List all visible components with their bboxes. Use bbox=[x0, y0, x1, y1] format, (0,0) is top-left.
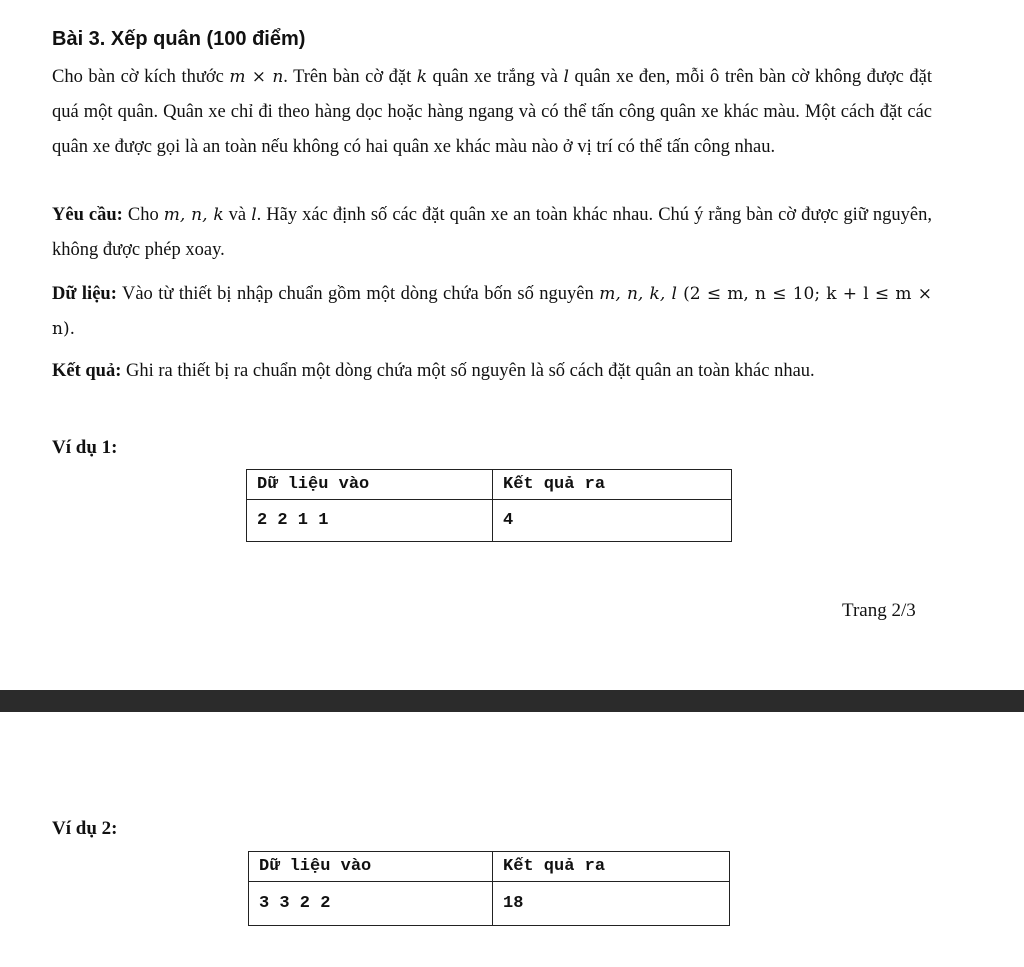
input-label: Dữ liệu: bbox=[52, 284, 117, 304]
example-1-table bbox=[246, 469, 732, 542]
table-row bbox=[249, 882, 730, 926]
example-input-cell: 2 2 1 1 bbox=[247, 500, 493, 542]
requirement-label: Yêu cầu: bbox=[52, 205, 123, 225]
table-header-output: Kết quả ra bbox=[493, 470, 732, 500]
table-header-row bbox=[249, 852, 730, 882]
page-number: Trang 2/3 bbox=[842, 600, 916, 621]
example-output-cell: 4 bbox=[493, 500, 732, 542]
table-header-input: Dữ liệu vào bbox=[247, 470, 493, 500]
problem-title: Bài 3. Xếp quân (100 điểm) bbox=[52, 28, 306, 50]
output-paragraph: Kết quả: Ghi ra thiết bị ra chuẩn một dòng chứa một số nguyên là số cách đặt quân an toàn khác nhau. bbox=[52, 361, 815, 381]
example-input-cell: 3 3 2 2 bbox=[249, 882, 493, 926]
requirement-paragraph: Yêu cầu: Cho m, n, k và l. Hãy xác định số các đặt quân xe an toàn khác nhau. Chú ý rằng bàn cờ được giữ nguyên, không được phép xoay. bbox=[52, 205, 932, 260]
example-output-cell: 18 bbox=[493, 882, 730, 926]
intro-paragraph: Cho bàn cờ kích thước m × n. Trên bàn cờ đặt k quân xe trắng và l quân xe đen, mỗi ô trên bàn cờ không được đặt quá một quân. Quân xe chỉ đi theo hàng dọc hoặc hàng ngang và có thể tấn công quân xe khác màu. Một cách đặt các quân xe được gọi là an toàn nếu không có hai quân xe khác màu nào ở vị trí có thể tấn công nhau. bbox=[52, 67, 932, 157]
example-2-heading: Ví dụ 2: bbox=[52, 818, 118, 839]
output-label: Kết quả: bbox=[52, 361, 122, 381]
example-2-table bbox=[248, 851, 730, 926]
page-separator bbox=[0, 690, 1024, 712]
input-paragraph: Dữ liệu: Vào từ thiết bị nhập chuẩn gồm một dòng chứa bốn số nguyên m, n, k, l (2 ≤ m, n ≤ 10; k + l ≤ m × n). bbox=[52, 284, 932, 339]
table-row bbox=[247, 500, 732, 542]
table-header-row bbox=[247, 470, 732, 500]
table-header-input: Dữ liệu vào bbox=[249, 852, 493, 882]
example-1-heading: Ví dụ 1: bbox=[52, 437, 118, 458]
table-header-output: Kết quả ra bbox=[493, 852, 730, 882]
